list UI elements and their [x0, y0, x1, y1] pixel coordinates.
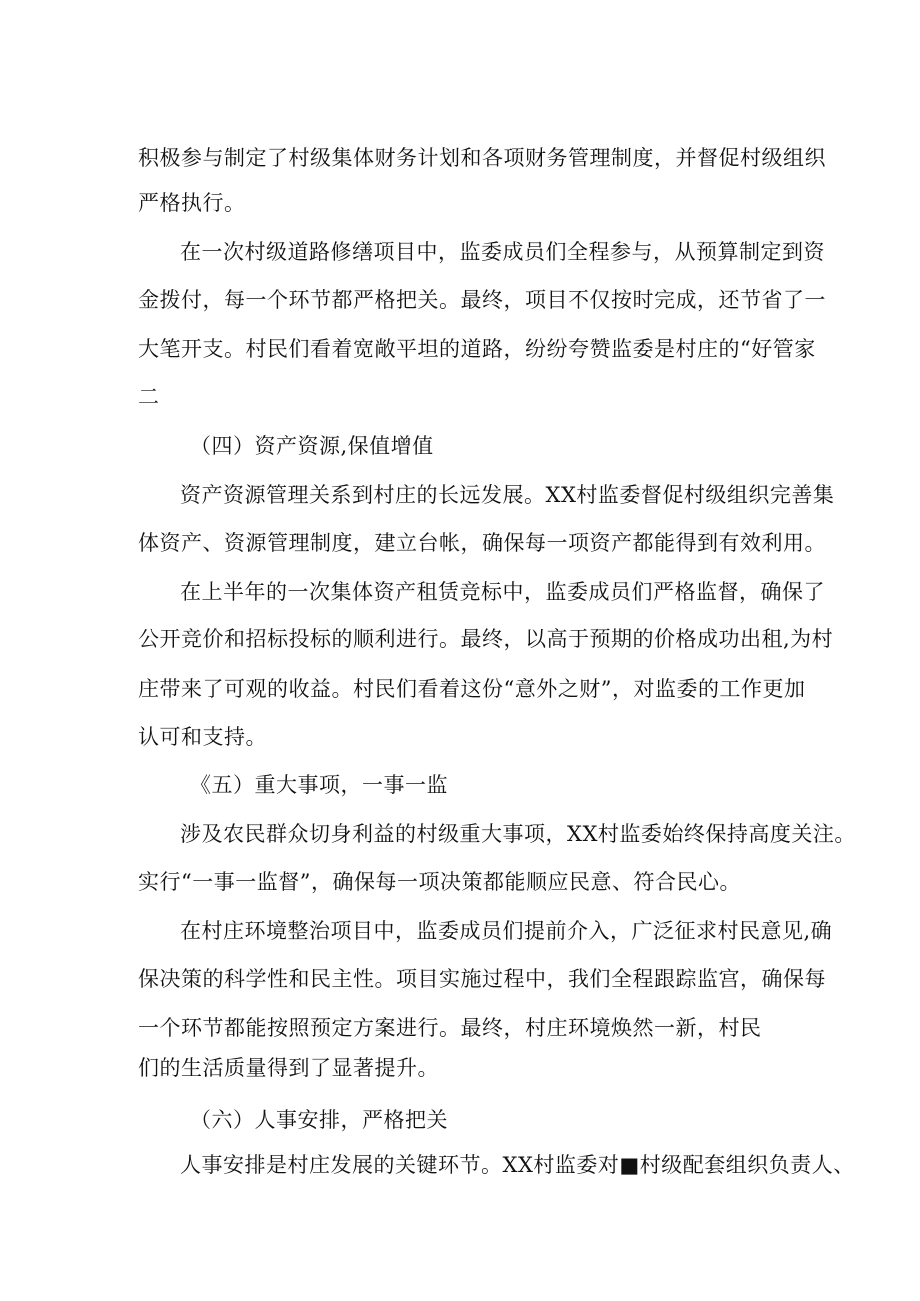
section-heading: （四）资产资源,保值增值 — [190, 434, 434, 458]
text-line: 实行“一事一监督”，确保每一项决策都能顺应民意、符合民心。 — [138, 870, 741, 894]
section-heading: （六）人事安排，严格把关 — [190, 1108, 448, 1132]
text-line: 人事安排是村庄发展的关键环节。XX村监委对■村级配套组织负责人、 — [180, 1153, 855, 1177]
text-line: 公开竞价和招标投标的顺利进行。最终，以高于预期的价格成功出租,为村 — [138, 627, 834, 651]
text-line: 涉及农民群众切身利益的村级重大事项，XX村监委始终保持高度关注。 — [180, 822, 856, 846]
text-line: 一个环节都能按照预定方案进行。最终，村庄环境焕然一新，村民 — [138, 1016, 762, 1040]
text-line: 二 — [138, 385, 160, 409]
text-line: 大笔开支。村民们看着宽敞平坦的道路，纷纷夸赞监委是村庄的“好管家 — [138, 337, 816, 361]
text-line: 在一次村级道路修缮项目中，监委成员们全程参与，从预算制定到资 — [180, 240, 825, 264]
text-line: 们的生活质量得到了显著提升。 — [138, 1056, 439, 1080]
text-line: 体资产、资源管理制度，建立台帐，确保每一项资产都能得到有效利用。 — [138, 531, 826, 555]
text-line: 庄带来了可观的收益。村民们看着这份“意外之财”，对监委的工作更加 — [138, 677, 806, 701]
text-line: 认可和支持。 — [138, 725, 267, 749]
text-line: 积极参与制定了村级集体财务计划和各项财务管理制度，并督促村级组织 — [138, 146, 826, 170]
text-line: 严格执行。 — [138, 191, 246, 215]
text-line: 在上半年的一次集体资产租赁竞标中，监委成员们严格监督，确保了 — [180, 580, 825, 604]
text-line: 保决策的科学性和民主性。项目实施过程中，我们全程跟踪监宫，确保每 — [138, 967, 826, 991]
text-line: 在村庄环境整治项目中，监委成员们提前介入，广泛征求村民意见,确 — [180, 919, 833, 943]
section-heading: 《五）重大事项，一事一监 — [190, 773, 448, 797]
text-line: 资产资源管理关系到村庄的长远发展。XX村监委督促村级组织完善集 — [180, 483, 835, 507]
text-line: 金拨付，每一个环节都严格把关。最终，项目不仅按时完成，还节省了一 — [138, 288, 826, 312]
